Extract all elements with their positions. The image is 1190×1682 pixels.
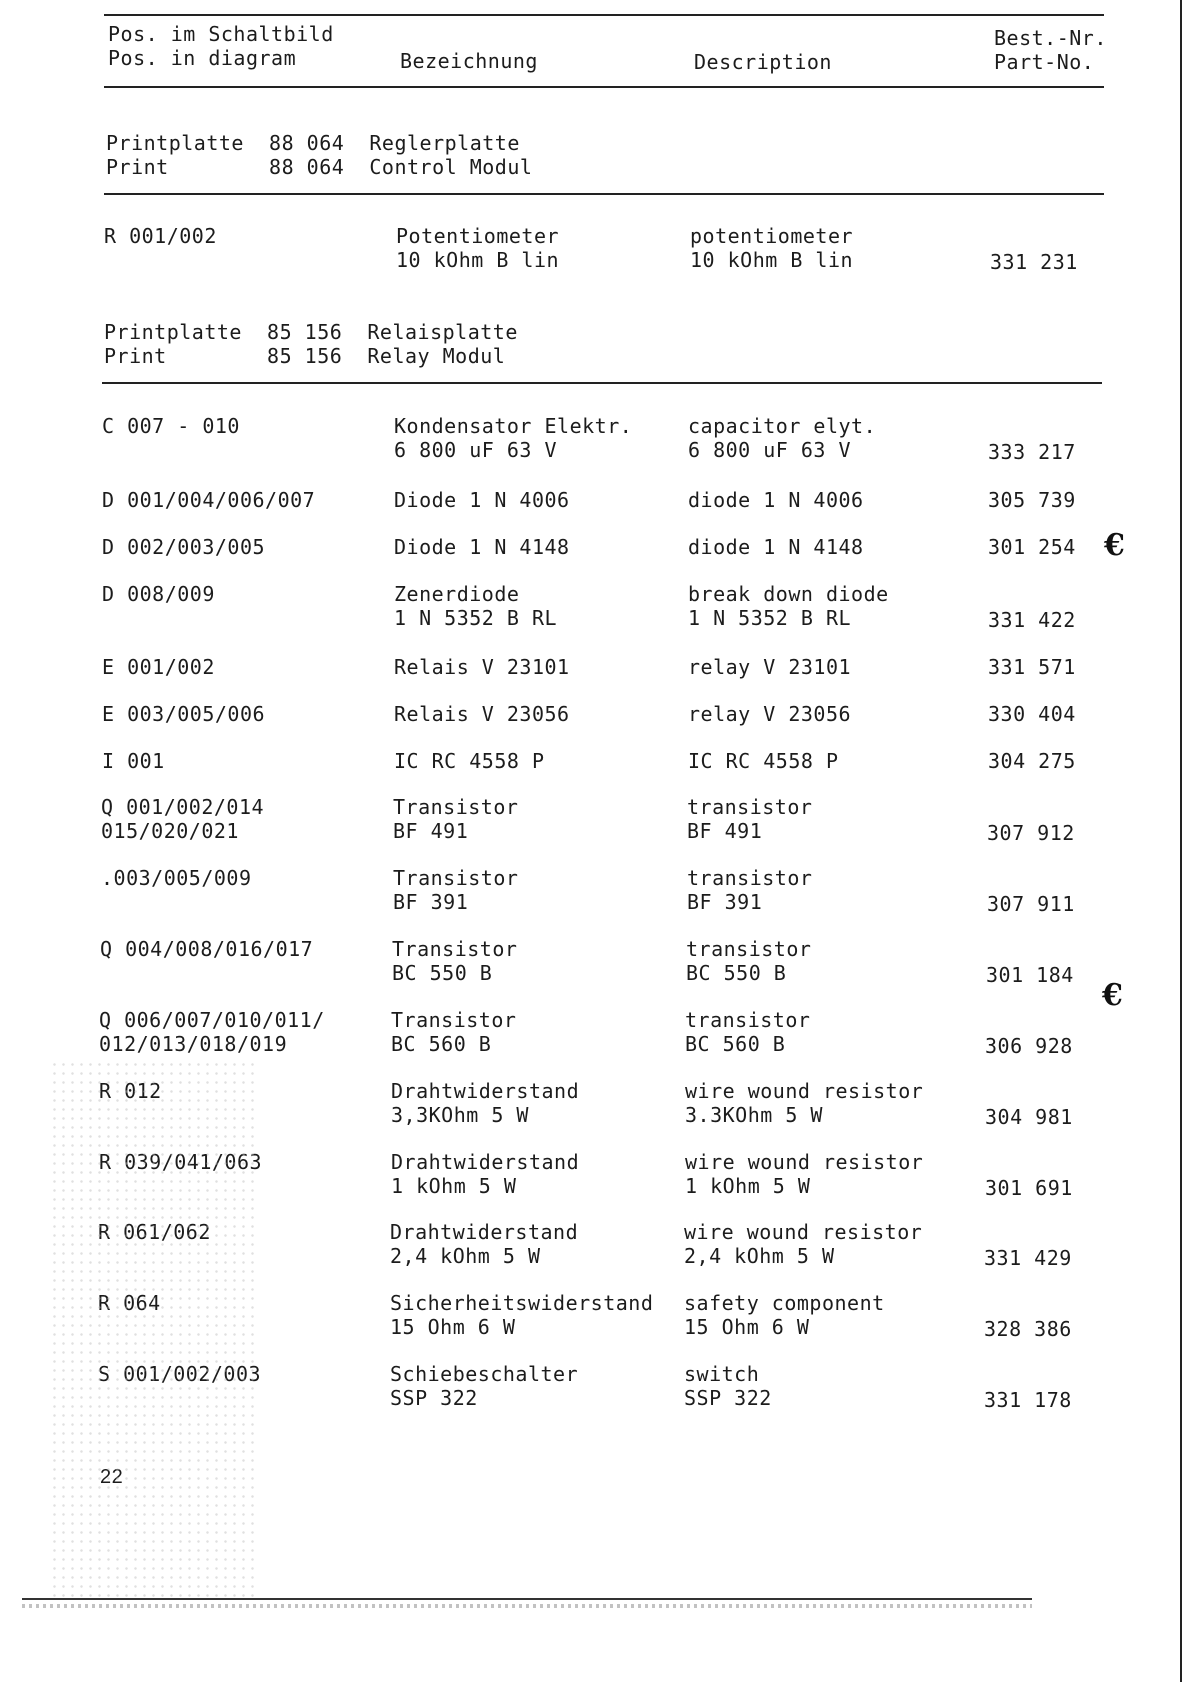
item-part-number: 307 911 [987, 892, 1075, 916]
item-bezeichnung: Drahtwiderstand [391, 1150, 580, 1174]
item-part-number: 306 928 [985, 1034, 1073, 1058]
item-bezeichnung: 6 800 uF 63 V [394, 438, 558, 462]
item-bezeichnung: Transistor [392, 937, 518, 961]
item-position: E 003/005/006 [102, 702, 266, 726]
item-position: .003/005/009 [101, 866, 252, 890]
item-bezeichnung: Diode 1 N 4006 [394, 488, 570, 512]
item-description: BC 550 B [686, 961, 787, 985]
item-description: IC RC 4558 P [688, 749, 839, 773]
item-position: S 001/002/003 [98, 1362, 262, 1386]
header-pos-en: Pos. in diagram [108, 46, 297, 70]
item-description: wire wound resistor [685, 1079, 924, 1103]
header-part-de: Best.-Nr. [994, 26, 1107, 50]
section-title-de: Printplatte 85 156 Relaisplatte [104, 320, 518, 344]
scan-speckle [50, 1060, 263, 1600]
item-description: transistor [687, 866, 813, 890]
item-description: BF 491 [687, 819, 763, 843]
section-rule [104, 193, 1104, 195]
item-description: 6 800 uF 63 V [688, 438, 852, 462]
item-bezeichnung: 3,3KOhm 5 W [391, 1103, 529, 1127]
item-position: I 001 [102, 749, 165, 773]
item-description: 1 kOhm 5 W [685, 1174, 811, 1198]
item-bezeichnung: Relais V 23056 [394, 702, 570, 726]
item-part-number: 301 691 [985, 1176, 1073, 1200]
item-description: BF 391 [687, 890, 763, 914]
item-part-number: 333 217 [988, 440, 1076, 464]
item-position: 012/013/018/019 [99, 1032, 288, 1056]
item-part-number: 304 275 [988, 749, 1076, 773]
item-description: 2,4 kOhm 5 W [684, 1244, 835, 1268]
bottom-dotted-line [22, 1604, 1032, 1608]
item-part-number: 307 912 [987, 821, 1075, 845]
item-description: relay V 23056 [688, 702, 852, 726]
item-description: break down diode [688, 582, 889, 606]
binder-clip-icon: € [1104, 528, 1126, 563]
item-description: diode 1 N 4148 [688, 535, 864, 559]
item-description: diode 1 N 4006 [688, 488, 864, 512]
binder-clip-icon: € [1102, 978, 1124, 1013]
top-rule [104, 14, 1104, 16]
item-description: potentiometer [690, 224, 854, 248]
item-position: 015/020/021 [101, 819, 239, 843]
section-title-de: Printplatte 88 064 Reglerplatte [106, 131, 520, 155]
item-bezeichnung: Transistor [393, 866, 519, 890]
item-position: Q 004/008/016/017 [100, 937, 314, 961]
item-description: capacitor elyt. [688, 414, 877, 438]
item-position: R 064 [98, 1291, 161, 1315]
item-bezeichnung: Drahtwiderstand [390, 1220, 579, 1244]
item-bezeichnung: Transistor [391, 1008, 517, 1032]
item-description: switch [684, 1362, 760, 1386]
item-bezeichnung: 2,4 kOhm 5 W [390, 1244, 541, 1268]
header-pos-de: Pos. im Schaltbild [108, 22, 334, 46]
item-bezeichnung: BF 391 [393, 890, 469, 914]
item-part-number: 330 404 [988, 702, 1076, 726]
header-part-en: Part-No. [994, 50, 1095, 74]
item-bezeichnung: Potentiometer [396, 224, 560, 248]
item-description: 3.3KOhm 5 W [685, 1103, 823, 1127]
item-position: E 001/002 [102, 655, 215, 679]
item-part-number: 331 231 [990, 250, 1078, 274]
item-description: wire wound resistor [684, 1220, 923, 1244]
item-position: R 061/062 [98, 1220, 211, 1244]
item-position: C 007 - 010 [102, 414, 240, 438]
item-part-number: 331 422 [988, 608, 1076, 632]
item-position: Q 001/002/014 [101, 795, 265, 819]
item-bezeichnung: Transistor [393, 795, 519, 819]
item-position: D 001/004/006/007 [102, 488, 316, 512]
item-part-number: 305 739 [988, 488, 1076, 512]
item-description: 1 N 5352 B RL [688, 606, 852, 630]
item-description: SSP 322 [684, 1386, 772, 1410]
item-description: transistor [687, 795, 813, 819]
header-bezeichnung: Bezeichnung [400, 49, 538, 73]
item-description: safety component [684, 1291, 885, 1315]
item-part-number: 331 571 [988, 655, 1076, 679]
page-edge [1180, 0, 1182, 1682]
item-description: relay V 23101 [688, 655, 852, 679]
item-bezeichnung: Diode 1 N 4148 [394, 535, 570, 559]
item-bezeichnung: BC 550 B [392, 961, 493, 985]
item-bezeichnung: BC 560 B [391, 1032, 492, 1056]
item-bezeichnung: BF 491 [393, 819, 469, 843]
item-part-number: 331 178 [984, 1388, 1072, 1412]
item-position: R 039/041/063 [99, 1150, 263, 1174]
item-position: D 002/003/005 [102, 535, 266, 559]
item-bezeichnung: Drahtwiderstand [391, 1079, 580, 1103]
header-description: Description [694, 50, 832, 74]
item-bezeichnung: 1 kOhm 5 W [391, 1174, 517, 1198]
item-part-number: 304 981 [985, 1105, 1073, 1129]
item-description: wire wound resistor [685, 1150, 924, 1174]
item-part-number: 328 386 [984, 1317, 1072, 1341]
section-title-en: Print 88 064 Control Modul [106, 155, 533, 179]
item-position: D 008/009 [102, 582, 215, 606]
item-part-number: 301 254 [988, 535, 1076, 559]
item-bezeichnung: 10 kOhm B lin [396, 248, 560, 272]
item-part-number: 331 429 [984, 1246, 1072, 1270]
item-part-number: 301 184 [986, 963, 1074, 987]
item-bezeichnung: SSP 322 [390, 1386, 478, 1410]
item-bezeichnung: Relais V 23101 [394, 655, 570, 679]
item-position: Q 006/007/010/011/ [99, 1008, 325, 1032]
section-title-en: Print 85 156 Relay Modul [104, 344, 506, 368]
item-description: BC 560 B [685, 1032, 786, 1056]
item-bezeichnung: 15 Ohm 6 W [390, 1315, 516, 1339]
item-description: transistor [686, 937, 812, 961]
item-description: 15 Ohm 6 W [684, 1315, 810, 1339]
item-position: R 012 [99, 1079, 162, 1103]
item-bezeichnung: Sicherheitswiderstand [390, 1291, 654, 1315]
item-position: R 001/002 [104, 224, 217, 248]
item-bezeichnung: Kondensator Elektr. [394, 414, 633, 438]
item-description: transistor [685, 1008, 811, 1032]
header-rule [104, 86, 1104, 88]
item-description: 10 kOhm B lin [690, 248, 854, 272]
item-bezeichnung: Schiebeschalter [390, 1362, 579, 1386]
bottom-rule [22, 1598, 1032, 1600]
page-number: 22 [100, 1466, 124, 1488]
item-bezeichnung: 1 N 5352 B RL [394, 606, 558, 630]
section-rule [102, 382, 1102, 384]
item-bezeichnung: Zenerdiode [394, 582, 520, 606]
item-bezeichnung: IC RC 4558 P [394, 749, 545, 773]
